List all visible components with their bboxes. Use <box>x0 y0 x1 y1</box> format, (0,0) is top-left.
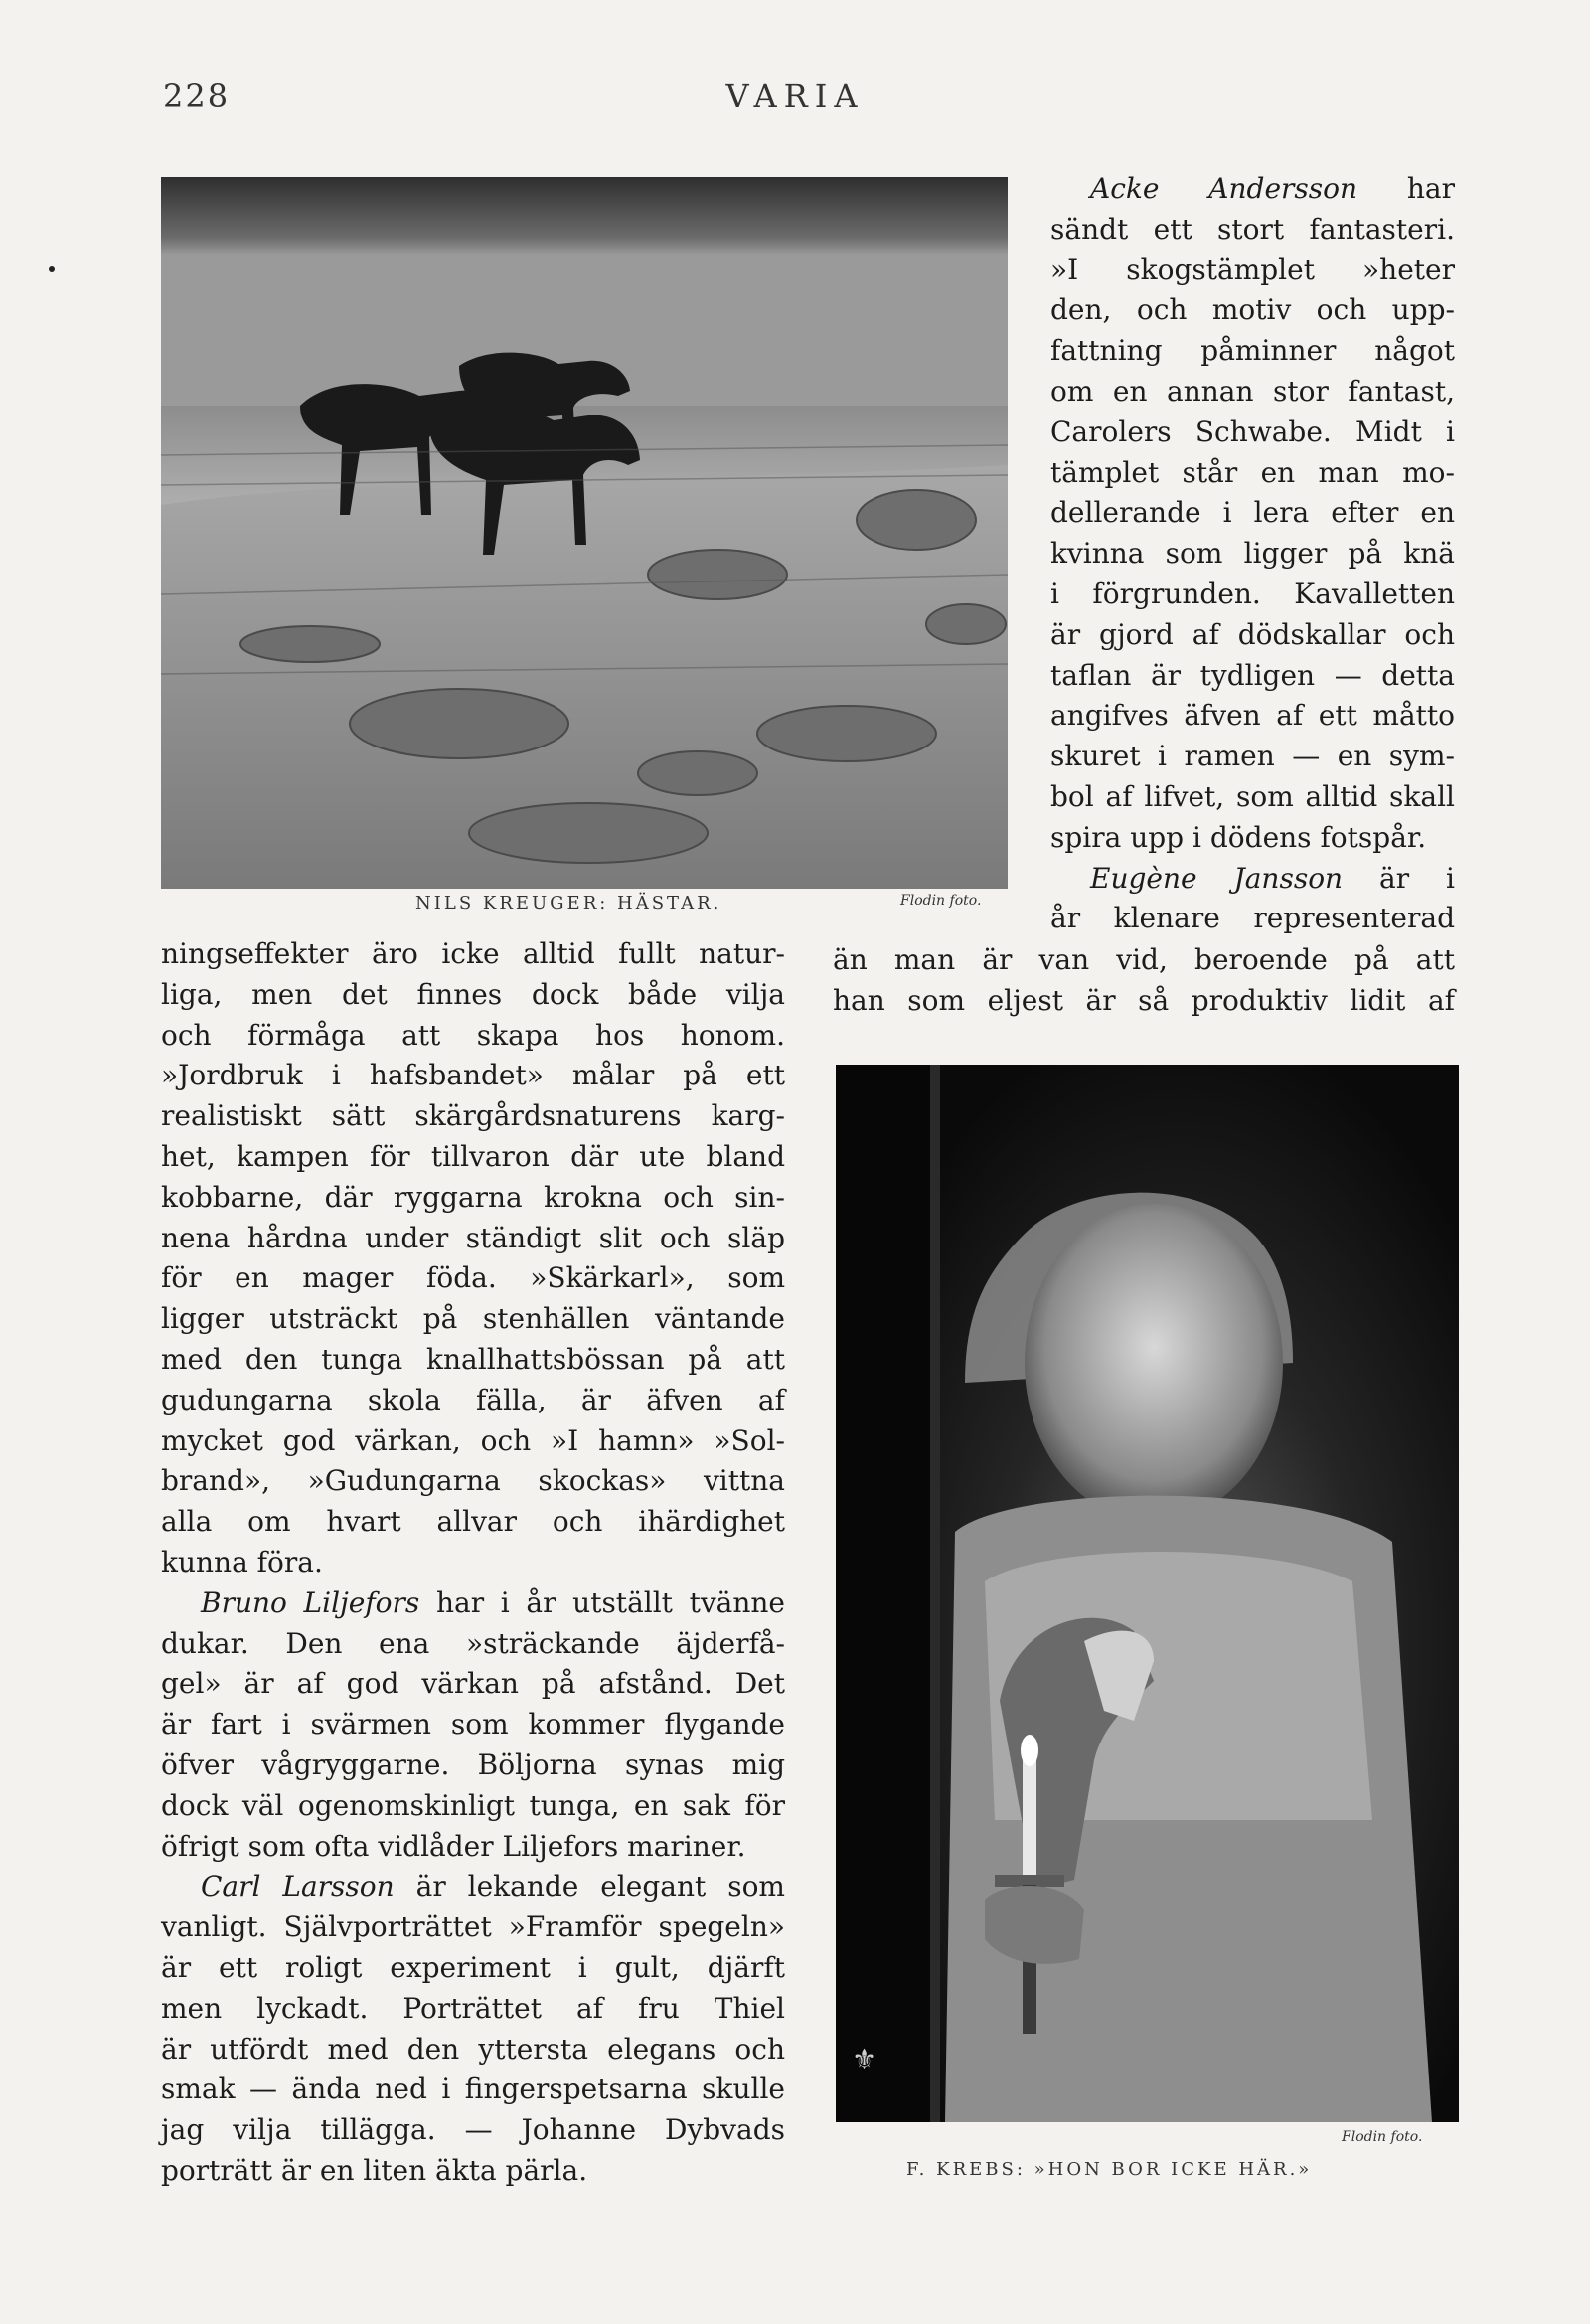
text-line <box>1050 169 1455 210</box>
text-line: är gjord af dödskallar och <box>1050 617 1455 651</box>
text-line: »I skogstämplet »heter <box>1050 252 1455 286</box>
text-line: smak — ända ned i fingerspetsarna skulle <box>161 2073 785 2106</box>
text-line: är utfördt med den yttersta elegans och <box>161 2032 785 2066</box>
text-line: kunna föra. <box>161 1545 323 1578</box>
text-line: fattning påminner något <box>1050 334 1455 368</box>
text-line: är fart i svärmen som kommer flygande <box>161 1708 785 1742</box>
text-line: ningseffekter äro icke alltid fullt natur- <box>161 937 785 970</box>
text-line: taflan är tydligen — detta <box>1050 658 1455 692</box>
text-line: mycket god värkan, och »I hamn» »Sol- <box>161 1423 785 1457</box>
text-line: om en annan stor fantast, <box>1050 374 1455 408</box>
text-line: är i <box>1379 861 1455 895</box>
text-line: gudungarna skola fälla, är äfven af <box>161 1383 785 1416</box>
text-line <box>161 1867 785 1908</box>
horses-painting-image <box>161 177 1008 889</box>
text-line: gel» är af god värkan på afstånd. Det <box>161 1667 785 1701</box>
left-column-text <box>161 934 785 2192</box>
text-line: kobbarne, där ryggarna krokna och sin- <box>161 1180 785 1214</box>
text-line: men lyckadt. Porträttet af fru Thiel <box>161 1991 785 2025</box>
right-column-text <box>1050 169 1455 939</box>
artist-name: Bruno Liljefors <box>201 1585 420 1619</box>
text-line: ligger utsträckt på stenhällen väntande <box>161 1302 785 1336</box>
text-line: den, och motiv och upp- <box>1050 293 1455 327</box>
text-line <box>161 1583 785 1624</box>
text-line: och förmåga att skapa hos honom. <box>161 1018 785 1052</box>
text-line: porträtt är en liten äkta pärla. <box>161 2153 588 2187</box>
text-line: vanligt. Självporträttet »Framför spegeln» <box>161 1910 785 1944</box>
text-line: öfver vågryggarne. Böljorna synas mig <box>161 1747 785 1781</box>
figure2-credit: Flodin foto. <box>1342 2129 1423 2145</box>
right-column-continuation <box>833 940 1455 1022</box>
text-line: dellerande i lera efter en <box>1050 496 1455 530</box>
text-line: år klenare representerad <box>1050 902 1455 935</box>
text-line: kvinna som ligger på knä <box>1050 537 1455 571</box>
text-line: med den tunga knallhattsbössan på att <box>161 1342 785 1376</box>
text-line: »Jordbruk i hafsbandet» målar på ett <box>161 1059 785 1092</box>
text-line: dukar. Den ena »sträckande äjderfå- <box>161 1626 785 1660</box>
running-head: VARIA <box>725 78 865 115</box>
text-line: het, kampen för tillvaron där ute bland <box>161 1139 785 1173</box>
text-line: jag vilja tillägga. — Johanne Dybvads <box>161 2113 785 2147</box>
figure1-credit: Flodin foto. <box>900 893 982 909</box>
artist-name: Acke Andersson <box>1090 172 1358 205</box>
text-line: liga, men det finnes dock både vilja <box>161 977 785 1011</box>
text-line: brand», »Gudungarna skockas» vittna <box>161 1464 785 1498</box>
page-number: 228 <box>163 78 231 115</box>
text-line: skuret i ramen — en sym- <box>1050 740 1455 773</box>
artist-name: Carl Larsson <box>201 1870 395 1904</box>
text-line: öfrigt som ofta vidlåder Liljefors mariner. <box>161 1829 746 1863</box>
text-line: tämplet står en man mo- <box>1050 455 1455 489</box>
text-line: han som eljest är så produktiv lidit af <box>833 983 1455 1017</box>
text-line: är ett roligt experiment i gult, djärft <box>161 1950 785 1984</box>
text-line: alla om hvart allvar och ihärdighet <box>161 1505 785 1539</box>
artist-name: Eugène Jansson <box>1090 861 1344 895</box>
text-line: nena hårdna under ständigt slit och släp <box>161 1221 785 1254</box>
candle-portrait-image <box>836 1065 1459 2122</box>
text-line: för en mager föda. »Skärkarl», som <box>161 1261 785 1295</box>
figure2-caption: F. KREBS: »HON BOR ICKE HÄR.» <box>906 2159 1313 2180</box>
svg-text:⚜: ⚜ <box>852 2043 877 2075</box>
text-line: Carolers Schwabe. Midt i <box>1050 415 1455 448</box>
text-line: än man är van vid, beroende på att <box>833 943 1455 976</box>
text-line: är lekande elegant som <box>415 1870 785 1904</box>
text-line <box>1050 859 1455 900</box>
text-line: har <box>1406 172 1455 205</box>
text-line: har i år utställt tvänne <box>435 1585 785 1619</box>
text-line: bol af lifvet, som alltid skall <box>1050 779 1455 813</box>
text-line: realistiskt sätt skärgårdsnaturens karg- <box>161 1099 785 1133</box>
text-line: dock väl ogenomskinligt tunga, en sak för <box>161 1788 785 1822</box>
text-line: i förgrunden. Kavalletten <box>1050 577 1455 610</box>
text-line: spira upp i dödens fotspår. <box>1050 820 1427 854</box>
print-speck <box>49 266 55 272</box>
text-line: sändt ett stort fantasteri. <box>1050 212 1455 246</box>
text-line: angifves äfven af ett måtto <box>1050 699 1455 733</box>
figure1-caption: NILS KREUGER: HÄSTAR. <box>415 893 722 913</box>
